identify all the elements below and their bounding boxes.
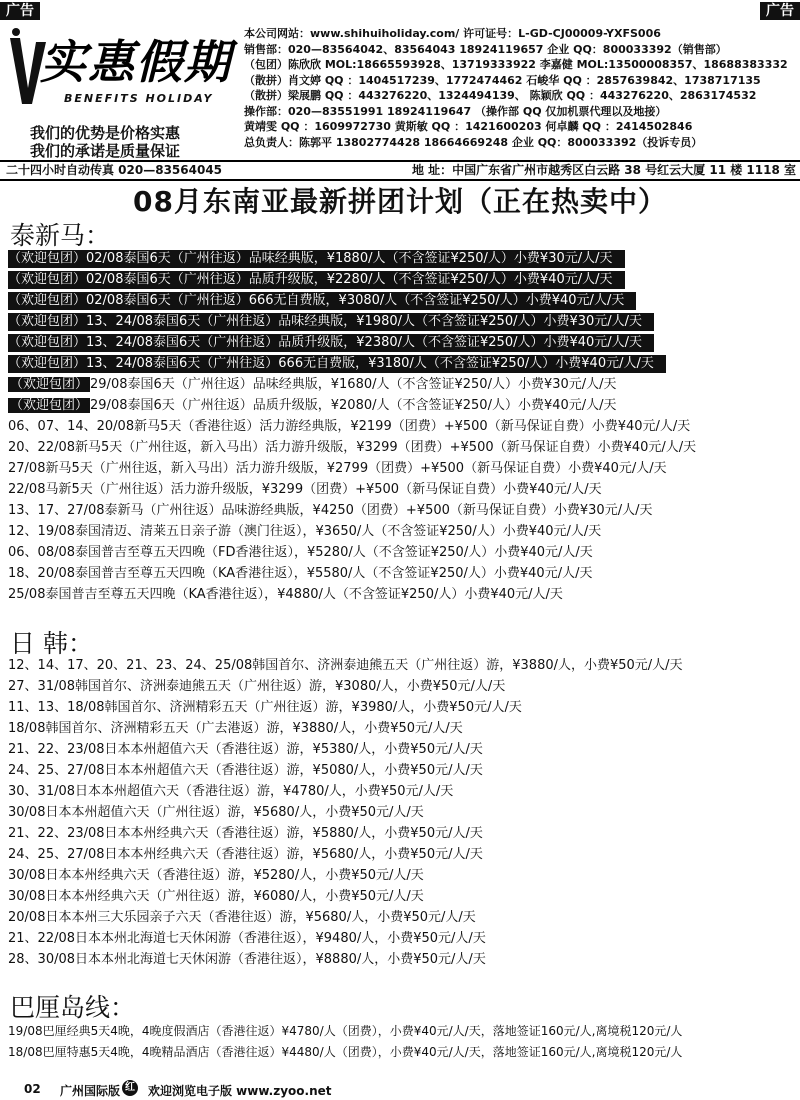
list-item: （欢迎包团）02/08泰国6天（广州往返）品质升级版，¥2280/人（不含签证¥250/人）小费¥40元/人/天 xyxy=(8,271,625,289)
address: 地 址：中国广东省广州市越秀区白云路 38 号红云大厦 11 楼 1118 室 xyxy=(411,163,796,177)
list-item: 06、08/08泰国普吉至尊五天四晚（FD香港往返），¥5280/人（不含签证¥250/人）小费¥40元/人/天 xyxy=(8,545,593,560)
group-tag: （欢迎包团） xyxy=(10,398,89,413)
section-title-bali: 巴厘岛线： xyxy=(10,993,136,1022)
contact-line: 本公司网站：www.shihuiholiday.com/ 许可证号：L-GD-CJ00009-YXFS006 xyxy=(244,27,661,40)
contact-line: 黄靖雯 QQ ：1609972730 黄斯敏 QQ ：1421600203 何卓麟 QQ ：2414502846 xyxy=(244,120,693,133)
list-item xyxy=(8,397,617,415)
logo xyxy=(6,22,244,122)
section-title-sea: 泰新马： xyxy=(10,221,111,250)
list-item: 24、25、27/08日本本州超值六天（香港往返）游，¥5080/人，小费¥50元/人/天 xyxy=(8,763,483,778)
list-item: 30/08日本本州经典六天（香港往返）游，¥5280/人，小费¥50元/人/天 xyxy=(8,868,424,883)
fax-address-bar xyxy=(0,160,800,181)
page-number: 02 xyxy=(24,1082,41,1096)
header xyxy=(0,0,800,180)
list-item-text: 29/08泰国6天（广州往返）品味经典版，¥1680/人（不含签证¥250/人）小费¥30元/人/天 xyxy=(90,377,617,392)
page-title: 08月东南亚最新拼团计划（正在热卖中） xyxy=(133,185,667,218)
list-item: 18/08巴厘特惠5天4晚，4晚精品酒店（香港往返）¥4480/人（团费），小费¥40元/人/天，落地签证160元/人,离境税120元/人 xyxy=(8,1045,683,1059)
list-item: 25/08泰国普吉至尊五天四晚（KA香港往返），¥4880/人（不含签证¥250/人）小费¥40元/人/天 xyxy=(8,587,563,602)
logo-text: 实惠假期 xyxy=(40,35,232,89)
list-item: 27/08新马5天（广州往返，新入马出）活力游升级版，¥2799（团费）+¥500（新马保证自费）小费¥40元/人/天 xyxy=(8,461,667,476)
contact-info xyxy=(244,26,796,150)
contact-line: （散拼）肖文婷 QQ ：1404517239、1772474462 石峻华 QQ ：2857639842、1738717135 xyxy=(244,73,761,87)
list-item: 12、14、17、20、21、23、24、25/08韩国首尔、济洲泰迪熊五天（广州往返）游，¥3880/人，小费¥50元/人/天 xyxy=(8,658,683,673)
list-item: 30/08日本本州超值六天（广州往返）游，¥5680/人，小费¥50元/人/天 xyxy=(8,805,424,820)
logo-subtitle: BENEFITS HOLIDAY xyxy=(64,92,214,105)
section-title-japan-korea: 日 韩： xyxy=(10,629,93,658)
slogan-2: 我们的承诺是质量保证 xyxy=(30,142,181,160)
list-item: （欢迎包团）13、24/08泰国6天（广州往返）品质升级版，¥2380/人（不含签证¥250/人）小费¥40元/人/天 xyxy=(8,334,654,352)
contact-line: 销售部：020—83564042、83564043 18924119657 企业 QQ：800033392（销售部） xyxy=(244,42,727,56)
list-item: （欢迎包团）13、24/08泰国6天（广州往返）666无自费版，¥3180/人（不含签证¥250/人）小费¥40元/人/天 xyxy=(8,355,666,373)
list-item: 30、31/08日本本州超值六天（香港往返）游，¥4780/人，小费¥50元/人/天 xyxy=(8,784,454,799)
edition-name: 广州国际版 xyxy=(60,1084,121,1098)
contact-line: 总负责人：陈郭平 13802774428 18664669248 企业 QQ：800033392（投诉专员） xyxy=(244,135,703,149)
list-item: 18/08韩国首尔、济洲精彩五天（广去港返）游，¥3880/人，小费¥50元/人/天 xyxy=(8,721,463,736)
ad-tag-right: 广告 xyxy=(760,2,800,20)
list-item: 06、07、14、20/08新马5天（香港往返）活力游经典版，¥2199（团费）+¥500（新马保证自费）小费¥40元/人/天 xyxy=(8,419,691,434)
list-item: 27、31/08韩国首尔、济洲泰迪熊五天（广州往返）游，¥3080/人，小费¥50元/人/天 xyxy=(8,679,506,694)
contact-line: （包团）陈欣欣 MOL:18665593928、13719333922 李嘉健 MOL:13500008357、18688383332 xyxy=(244,58,788,71)
contact-line: （散拼）梁展鹏 QQ ：443276220、1324494139、 陈颖欣 QQ ：443276220、2863174532 xyxy=(244,89,757,102)
group-tag: （欢迎包团） xyxy=(10,377,89,392)
list-item: 24、25、27/08日本本州经典六天（香港往返）游，¥5680/人，小费¥50元/人/天 xyxy=(8,847,483,862)
edition-badge: 红 xyxy=(122,1080,138,1096)
contact-line: 操作部：020—83551991 18924119647 （操作部 QQ 仅加机票代理以及地接） xyxy=(244,104,667,118)
list-item: 30/08日本本州经典六天（广州往返）游，¥6080/人，小费¥50元/人/天 xyxy=(8,889,424,904)
list-item: （欢迎包团）13、24/08泰国6天（广州往返）品味经典版，¥1980/人（不含签证¥250/人）小费¥30元/人/天 xyxy=(8,313,654,331)
list-item: 18、20/08泰国普吉至尊五天四晚（KA香港往返），¥5580/人（不含签证¥250/人）小费¥40元/人/天 xyxy=(8,566,593,581)
list-item: 19/08巴厘经典5天4晚，4晚度假酒店（香港往返）¥4780/人（团费），小费¥40元/人/天，落地签证160元/人,离境税120元/人 xyxy=(8,1024,683,1038)
slogan-1: 我们的优势是价格实惠 xyxy=(30,124,181,142)
list-item: 20、22/08新马5天（广州往返，新入马出）活力游升级版，¥3299（团费）+¥500（新马保证自费）小费¥40元/人/天 xyxy=(8,440,697,455)
list-item: 20/08日本本州三大乐园亲子六天（香港往返）游，¥5680/人，小费¥50元/人/天 xyxy=(8,910,476,925)
list-item: 21、22、23/08日本本州经典六天（香港往返）游，¥5880/人，小费¥50元/人/天 xyxy=(8,826,483,841)
list-item: 11、13、18/08韩国首尔、济洲精彩五天（广州往返）游，¥3980/人，小费¥50元/人/天 xyxy=(8,700,522,715)
list-item: 22/08马新5天（广州往返）活力游升级版，¥3299（团费）+¥500（新马保证自费）小费¥40元/人/天 xyxy=(8,482,602,497)
list-item: （欢迎包团）02/08泰国6天（广州往返）品味经典版，¥1880/人（不含签证¥250/人）小费¥30元/人/天 xyxy=(8,250,625,268)
footer xyxy=(0,1078,800,1100)
list-item: 28、30/08日本本州北海道七天休闲游（香港往返），¥8880/人，小费¥50元/人/天 xyxy=(8,952,486,967)
fax-number: 二十四小时自动传真 020—83564045 xyxy=(6,163,223,177)
list-item xyxy=(8,376,617,394)
list-item-text: 29/08泰国6天（广州往返）品质升级版，¥2080/人（不含签证¥250/人）小费¥40元/人/天 xyxy=(90,398,617,413)
ad-tag-left: 广告 xyxy=(0,2,40,20)
list-item: 21、22、23/08日本本州超值六天（香港往返）游，¥5380/人，小费¥50元/人/天 xyxy=(8,742,483,757)
list-item: 12、19/08泰国清迈、清莱五日亲子游（澳门往返），¥3650/人（不含签证¥250/人）小费¥40元/人/天 xyxy=(8,524,602,539)
website-link[interactable]: 欢迎浏览电子版 www.zyoo.net xyxy=(148,1084,332,1098)
list-item: （欢迎包团）02/08泰国6天（广州往返）666无自费版，¥3080/人（不含签证¥250/人）小费¥40元/人/天 xyxy=(8,292,636,310)
list-item: 21、22/08日本本州北海道七天休闲游（香港往返），¥9480/人，小费¥50元/人/天 xyxy=(8,931,486,946)
list-item: 13、17、27/08泰新马（广州往返）品味游经典版，¥4250（团费）+¥500（新马保证自费）小费¥30元/人/天 xyxy=(8,503,653,518)
